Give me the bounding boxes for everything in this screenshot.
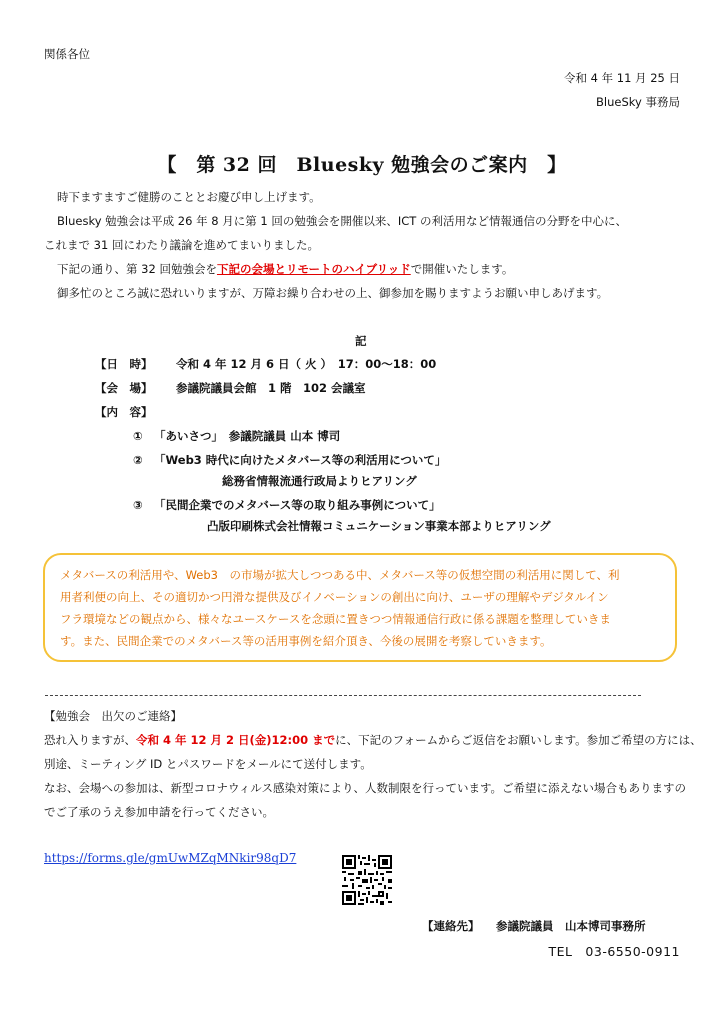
ki-heading: 記 bbox=[355, 334, 367, 348]
contact-name: 参議院議員 山本博司事務所 bbox=[496, 919, 646, 933]
datetime-value: 令和 4 年 12 月 6 日（ 火 ） 17：00～18：00 bbox=[176, 357, 437, 371]
dashed-divider bbox=[45, 695, 641, 696]
hybrid-emphasis: 下記の会場とリモートのハイブリッド bbox=[216, 262, 411, 276]
summary-line-3: フラ環境などの観点から、様々なユースケースを念頭に置きつつ情報通信行政に係る課題を整理していきま bbox=[60, 612, 611, 626]
item-3-number: ③ bbox=[133, 498, 143, 512]
summary-line-2: 用者利便の向上、その適切かつ円滑な提供及びイノベーションの創出に向け、ユーザの理解やデジタルイン bbox=[60, 590, 609, 604]
item-1-number: ① bbox=[133, 429, 143, 443]
intro-line-4 bbox=[57, 261, 513, 278]
deadline-emphasis: 令和 4 年 12 月 2 日(金)12:00 まで bbox=[136, 733, 336, 747]
attendance-heading: 【勉強会 出欠のご連絡】 bbox=[44, 709, 182, 723]
datetime-label: 【日 時】 bbox=[95, 357, 153, 371]
item-2-text: 「Web3 時代に向けたメタバース等の利活用について」 bbox=[154, 453, 447, 467]
item-3-text: 「民間企業でのメタバース等の取り組み事例について」 bbox=[154, 498, 441, 512]
sender: BlueSky 事務局 bbox=[596, 95, 680, 109]
venue-value: 参議院議員会館 1 階 102 会議室 bbox=[176, 381, 366, 395]
summary-line-4: す。また、民間企業でのメタバース等の活用事例を紹介頂き、今後の展開を考察していきます。 bbox=[60, 634, 552, 648]
item-1-text: 「あいさつ」 参議院議員 山本 博司 bbox=[154, 429, 341, 443]
attendance-line-1-pre: 恐れ入りますが、 bbox=[44, 733, 136, 747]
intro-line-4-post: で開催いたします。 bbox=[410, 262, 514, 276]
summary-line-1: メタバースの利活用や、Web3 の市場が拡大しつつある中、メタバース等の仮想空間の利活用に関して、利 bbox=[60, 568, 620, 582]
intro-line-5: 御多忙のところ誠に恐れいりますが、万障お繰り合わせの上、御参加を賜りますようお願い申しあげます。 bbox=[57, 286, 609, 300]
item-2-sub: 総務省情報流通行政局よりヒアリング bbox=[222, 474, 417, 488]
item-2-number: ② bbox=[133, 453, 143, 467]
venue-label: 【会 場】 bbox=[95, 381, 153, 395]
issue-date: 令和 4 年 11 月 25 日 bbox=[563, 71, 680, 85]
attendance-line-1-post: に、下記のフォームからご返信をお願いします。参加ご希望の方には、 bbox=[335, 733, 702, 747]
contact-tel: TEL 03-6550-0911 bbox=[548, 944, 680, 959]
intro-line-3: これまで 31 回にわたり議論を進めてまいりました。 bbox=[44, 238, 319, 252]
item-3-sub: 凸版印刷株式会社情報コミュニケーション事業本部よりヒアリング bbox=[207, 519, 551, 533]
attendance-line-4: でご了承のうえ参加申請を行ってください。 bbox=[44, 805, 274, 819]
qr-code-icon[interactable] bbox=[342, 855, 392, 905]
contact-label: 【連絡先】 bbox=[422, 919, 480, 933]
recipient: 関係各位 bbox=[44, 47, 90, 61]
page-title: 【 第 32 回 Bluesky 勉強会のご案内 】 bbox=[157, 154, 567, 176]
form-link[interactable]: https://forms.gle/gmUwMZqMNkir98qD7 bbox=[44, 851, 297, 865]
intro-line-2: Bluesky 勉強会は平成 26 年 8 月に第 1 回の勉強会を開催以来、ICT の利活用など情報通信の分野を中心に、 bbox=[57, 214, 627, 228]
attendance-line-1 bbox=[44, 732, 702, 748]
content-label: 【内 容】 bbox=[95, 405, 153, 419]
intro-line-1: 時下ますますご健勝のこととお慶び申し上げます。 bbox=[57, 190, 321, 204]
attendance-line-3: なお、会場への参加は、新型コロナウィルス感染対策により、人数制限を行っています。ご希望に添えない場合もありますの bbox=[44, 781, 687, 795]
intro-line-4-pre: 下記の通り、第 32 回勉強会を bbox=[57, 262, 217, 276]
attendance-line-2: 別途、ミーティング ID とパスワードをメールにて送付します。 bbox=[44, 757, 372, 771]
